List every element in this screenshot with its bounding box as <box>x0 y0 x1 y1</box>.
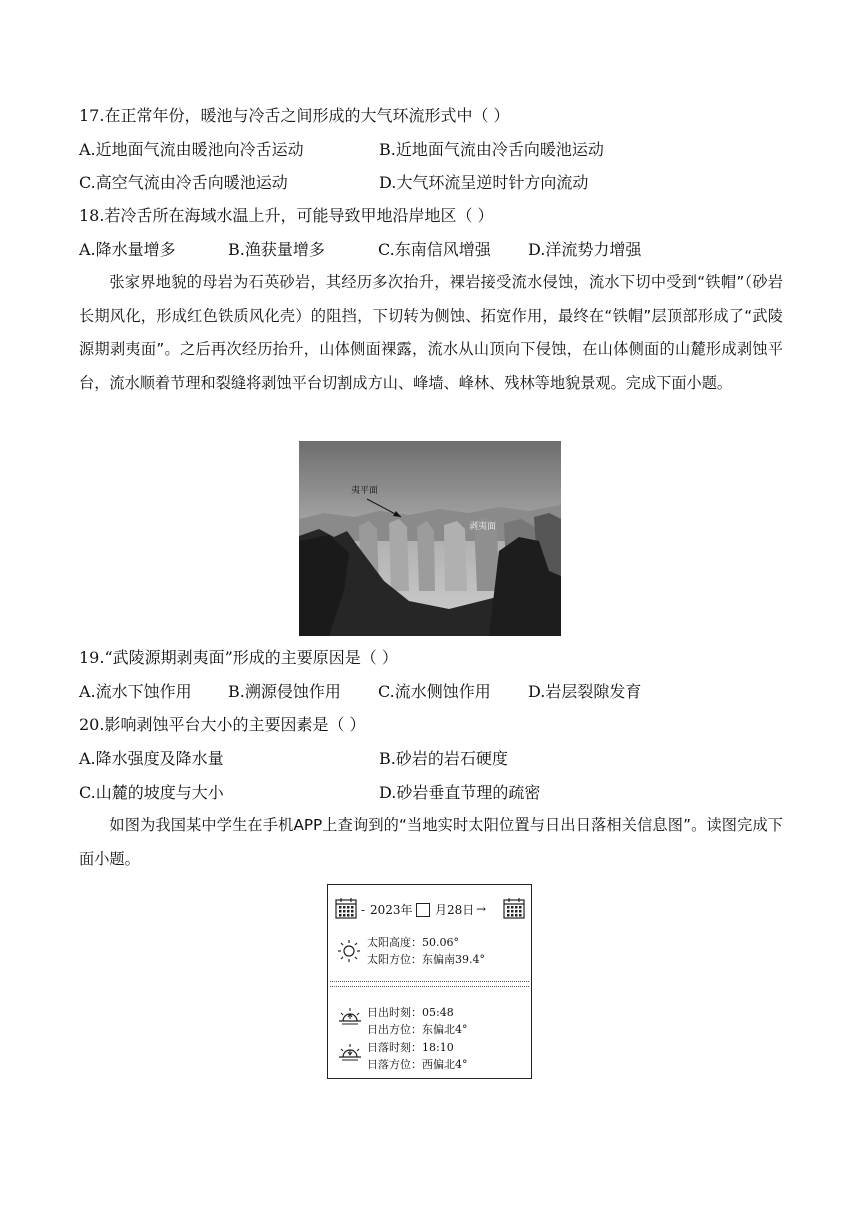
divider <box>330 981 529 987</box>
q20-stem: 20.影响剥蚀平台大小的主要因素是（ ） <box>79 715 366 734</box>
sun-azimuth: 太阳方位：东偏南39.4° <box>367 953 485 966</box>
q17-option-b: B.近地面气流由冷舌向暖池运动 <box>379 140 604 159</box>
q17-option-a: A.近地面气流由暖池向冷舌运动 <box>79 140 304 159</box>
q19-stem: 19.“武陵源期剥夷面”形成的主要原因是（ ） <box>79 648 398 667</box>
q17-option-d: D.大气环流呈逆时针方向流动 <box>379 173 589 192</box>
q18-option-d: D.洋流势力增强 <box>528 240 642 259</box>
month-box[interactable] <box>416 903 430 917</box>
photo-label-1: 夷平面 <box>351 486 379 496</box>
calendar-icon[interactable] <box>503 897 525 919</box>
sunset-direction: 日落方位：西偏北4° <box>367 1058 468 1071</box>
q19-option-a: A.流水下蚀作用 <box>79 682 192 701</box>
q17-option-c: C.高空气流由冷舌向暖池运动 <box>79 173 288 192</box>
passage-text-2: 如图为我国某中学生在手机APP上查询到的“当地实时太阳位置与日出日落相关信息图”。读图完成下面小题。 <box>79 816 783 868</box>
year-label: 2023年 <box>370 903 413 917</box>
photo-label-2: 剥夷面 <box>469 522 497 532</box>
calendar-icon[interactable] <box>335 897 357 919</box>
q18-option-b: B.渔获量增多 <box>228 240 325 259</box>
q19-option-c: C.流水侧蚀作用 <box>378 682 491 701</box>
q18-option-c: C.东南信风增强 <box>378 240 491 259</box>
day-label: 月28日 <box>435 903 475 917</box>
dash-icon: - <box>361 903 366 917</box>
q19-option-b: B.溯源侵蚀作用 <box>228 682 341 701</box>
sun-info-app-figure <box>327 884 532 1079</box>
q20-option-c: C.山麓的坡度与大小 <box>79 783 224 802</box>
sunrise-icon <box>338 1007 362 1027</box>
passage-zhangjiajie <box>79 266 783 400</box>
q20-option-b: B.砂岩的岩石硬度 <box>379 749 508 768</box>
q18-option-a: A.降水量增多 <box>79 240 176 259</box>
passage-sun-app <box>79 809 783 876</box>
landscape-photo <box>299 441 561 636</box>
sunset-icon <box>338 1043 362 1063</box>
q20-option-a: A.降水强度及降水量 <box>79 749 224 768</box>
sunset-time: 日落时刻：18:10 <box>367 1041 454 1054</box>
q17-stem: 17.在正常年份，暖池与冷舌之间形成的大气环流形式中（ ） <box>79 106 510 125</box>
sun-icon <box>337 939 361 963</box>
q19-option-d: D.岩层裂隙发育 <box>528 682 642 701</box>
q20-option-d: D.砂岩垂直节理的疏密 <box>379 783 541 802</box>
arrow-icon: → <box>476 902 487 916</box>
q18-stem: 18.若冷舌所在海域水温上升，可能导致甲地沿岸地区（ ） <box>79 206 494 225</box>
passage-text: 张家界地貌的母岩为石英砂岩，其经历多次抬升，裸岩接受流水侵蚀，流水下切中受到“铁帽”（砂岩长期风化，形成红色铁质风化壳）的阻挡，下切转为侧蚀、拓宽作用，最终在“铁帽”层顶部形成了“武陵源期剥夷面”。之后再次经历抬升，山体侧面裸露，流水从山顶向下侵蚀，在山体侧面的山麓形成剥蚀平台，流水顺着节理和裂缝将剥蚀平台切割成方山、峰墙、峰林、残林等地貌景观。完成下面小题。 <box>79 273 783 392</box>
sunrise-time: 日出时刻：05:48 <box>367 1006 454 1019</box>
sun-altitude: 太阳高度：50.06° <box>367 936 459 949</box>
sunrise-direction: 日出方位：东偏北4° <box>367 1023 468 1036</box>
